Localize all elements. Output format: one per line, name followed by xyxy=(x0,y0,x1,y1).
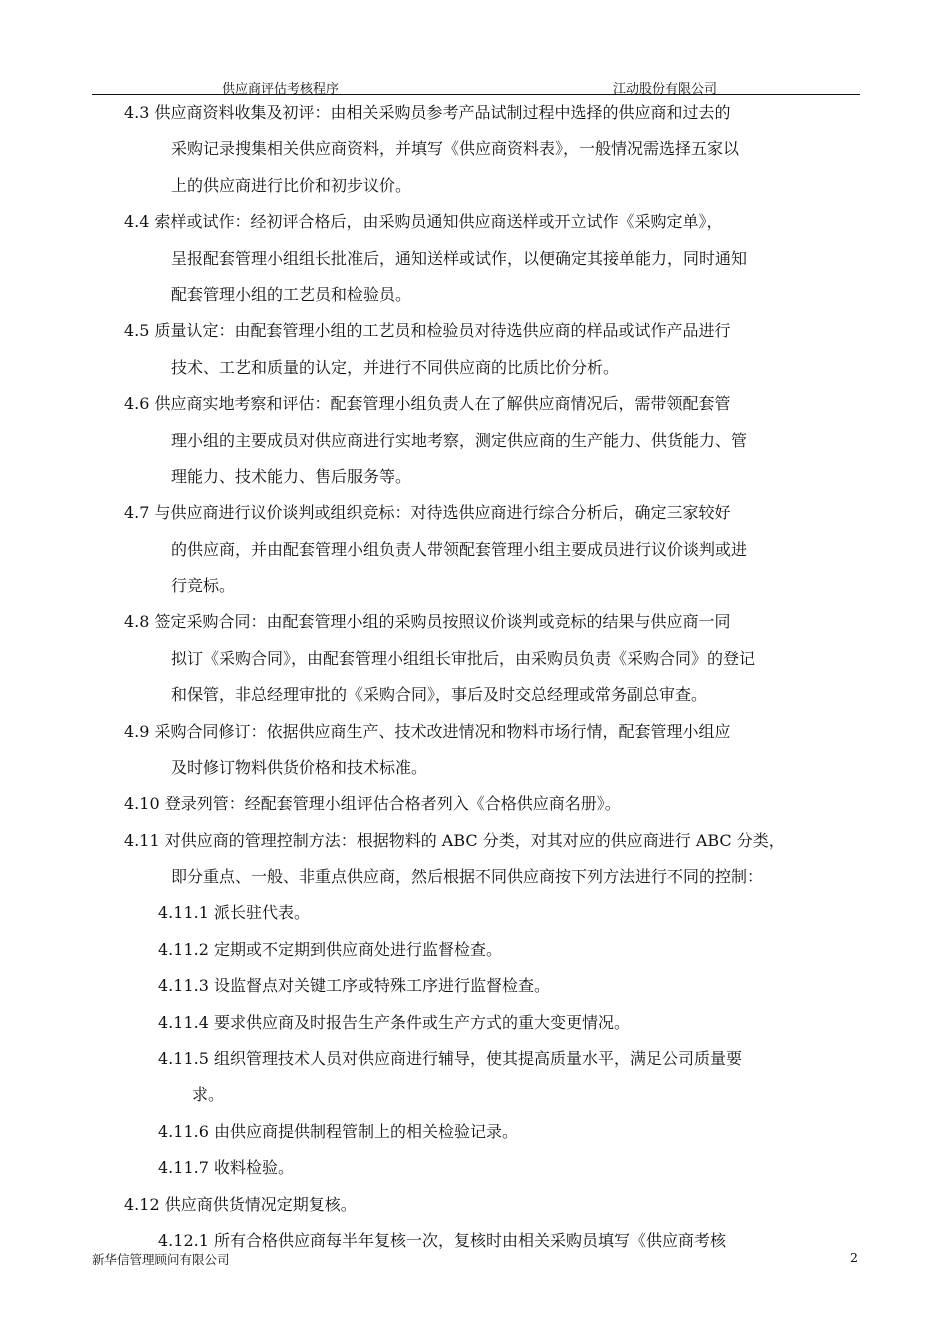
text-line: 求。 xyxy=(192,1085,225,1104)
header-title: 供应商评估考核程序 xyxy=(222,82,340,97)
text-line: 4.11.3 设监督点对关键工序或特殊工序进行监督检查。 xyxy=(158,976,550,995)
text-line: 理能力、技术能力、售后服务等。 xyxy=(171,467,412,486)
text-line: 拟订《采购合同》，由配套管理小组组长审批后，由采购员负责《采购合同》的登记 xyxy=(171,649,756,668)
text-line: 4.12 供应商供货情况定期复核。 xyxy=(124,1195,357,1214)
text-line: 采购记录搜集相关供应商资料，并填写《供应商资料表》，一般情况需选择五家以 xyxy=(171,139,740,158)
text-line: 4.11.4 要求供应商及时报告生产条件或生产方式的重大变更情况。 xyxy=(158,1013,630,1032)
text-line: 和保管，非总经理审批的《采购合同》，事后及时交总经理或常务副总审查。 xyxy=(171,685,708,704)
text-line: 4.12.1 所有合格供应商每半年复核一次，复核时由相关采购员填写《供应商考核 xyxy=(158,1231,726,1250)
text-line: 4.6 供应商实地考察和评估：配套管理小组负责人在了解供应商情况后，需带领配套管 xyxy=(124,394,731,413)
text-line: 4.11.5 组织管理技术人员对供应商进行辅导，使其提高质量水平，满足公司质量要 xyxy=(158,1049,742,1068)
text-line: 及时修订物料供货价格和技术标准。 xyxy=(171,758,428,777)
text-line: 4.10 登录列管：经配套管理小组评估合格者列入《合格供应商名册》。 xyxy=(124,794,621,813)
text-line: 4.11.1 派长驻代表。 xyxy=(158,903,310,922)
text-line: 4.11.7 收料检验。 xyxy=(158,1158,294,1177)
header-divider xyxy=(92,94,860,95)
text-line: 4.9 采购合同修订：依据供应商生产、技术改进情况和物料市场行情，配套管理小组应 xyxy=(124,722,731,741)
text-line: 技术、工艺和质量的认定，并进行不同供应商的比质比价分析。 xyxy=(171,358,620,377)
text-line: 上的供应商进行比价和初步议价。 xyxy=(171,176,412,195)
text-line: 的供应商，并由配套管理小组负责人带领配套管理小组主要成员进行议价谈判或进 xyxy=(171,540,748,559)
text-line: 4.11 对供应商的管理控制方法：根据物料的 ABC 分类，对其对应的供应商进行 ABC 分类， xyxy=(124,831,785,850)
text-line: 4.8 签定采购合同：由配套管理小组的采购员按照议价谈判或竞标的结果与供应商一同 xyxy=(124,612,731,631)
text-line: 4.11.2 定期或不定期到供应商处进行监督检查。 xyxy=(158,940,502,959)
text-line: 4.11.6 由供应商提供制程管制上的相关检验记录。 xyxy=(158,1122,518,1141)
text-line: 理小组的主要成员对供应商进行实地考察，测定供应商的生产能力、供货能力、管 xyxy=(171,431,748,450)
header-company: 江动股份有限公司 xyxy=(613,82,718,97)
text-line: 4.7 与供应商进行议价谈判或组织竞标：对待选供应商进行综合分析后，确定三家较好 xyxy=(124,503,731,522)
text-line: 呈报配套管理小组组长批准后，通知送样或试作，以便确定其接单能力，同时通知 xyxy=(171,249,748,268)
text-line: 配套管理小组的工艺员和检验员。 xyxy=(171,285,412,304)
footer-company: 新华信管理顾问有限公司 xyxy=(92,1252,230,1267)
text-line: 4.4 索样或试作：经初评合格后，由采购员通知供应商送样或开立试作《采购定单》， xyxy=(124,212,723,231)
text-line: 即分重点、一般、非重点供应商，然后根据不同供应商按下列方法进行不同的控制： xyxy=(171,867,764,886)
text-line: 4.3 供应商资料收集及初评：由相关采购员参考产品试制过程中选择的供应商和过去的 xyxy=(124,103,731,122)
text-line: 行竞标。 xyxy=(171,576,236,595)
page-number: 2 xyxy=(850,1250,858,1265)
text-line: 4.5 质量认定：由配套管理小组的工艺员和检验员对待选供应商的样品或试作产品进行 xyxy=(124,321,731,340)
